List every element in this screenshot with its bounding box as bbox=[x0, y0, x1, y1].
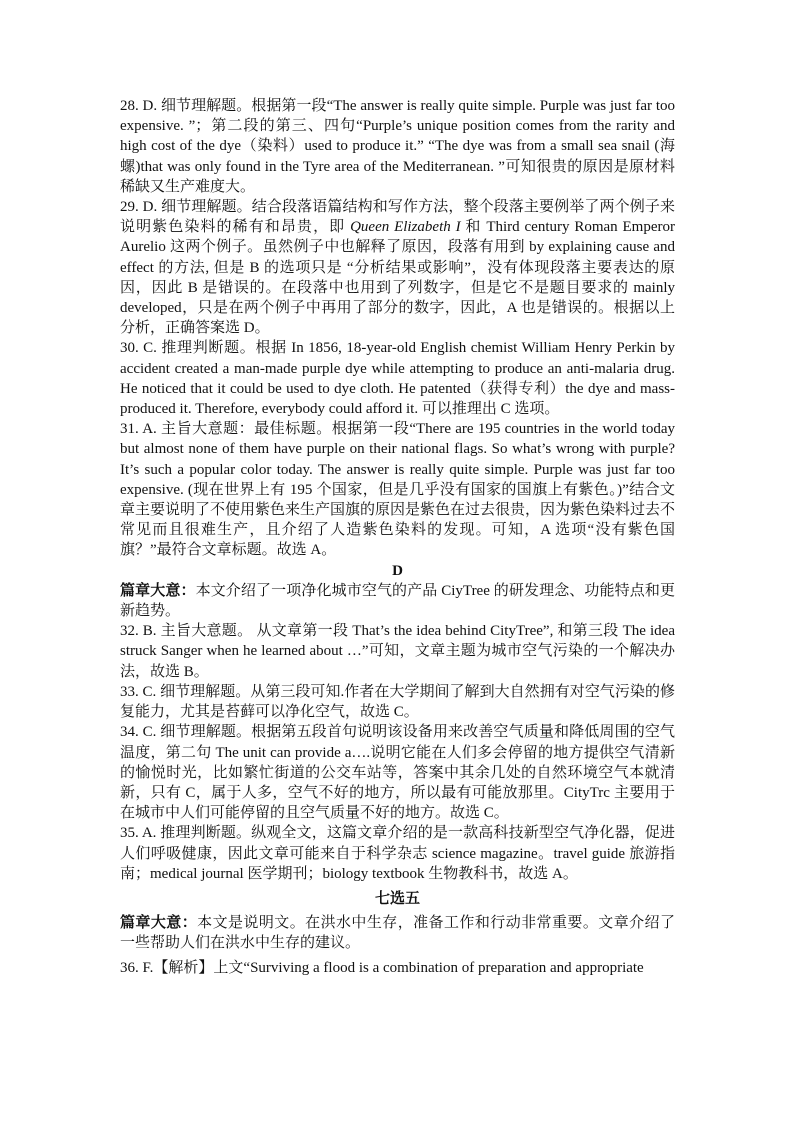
section-d-summary bbox=[120, 581, 675, 621]
answer-28: 28. D. 细节理解题。根据第一段“The answer is really quite simple. Purple was just far too expensive. ”；第二段的第三、四句“Purple’s unique position comes from the rarity and high cost of the dye（染料）used to produce it.” “The dye was from a small sea snail (海螺)that was only found in the Tyre area of the Mediterranean. ”可知很贵的原因是原材料稀缺又生产难度大。 bbox=[120, 98, 675, 195]
section-seven-summary-label: 篇章大意： bbox=[120, 915, 198, 932]
answer-29-rest: 和 Third century Roman Emperor Aurelio 这两个例子。虽然例子中也解释了原因，段落有用到 by explaining cause and effect 的方法, 但是 B 的选项只是 “分析结果或影响”，没有体现段落主要表达的原因，因此 B 是错误的。在段落中也用到了列数字，但是它不是题目要求的 mainly developed，只是在两个例子中再用了部分的数字，因此，A 也是错误的。根据以上分析，正确答案选 D。 bbox=[120, 219, 675, 337]
answer-29 bbox=[120, 197, 675, 338]
answer-36-tag: 【解析】 bbox=[153, 959, 214, 976]
answer-33: 33. C. 细节理解题。从第三段可知.作者在大学期间了解到大自然拥有对空气污染的修复能力，尤其是苔藓可以净化空气，故选 C。 bbox=[120, 683, 675, 721]
answer-35: 35. A. 推理判断题。纵观全文，这篇文章介绍的是一款高科技新型空气净化器，促进人们呼吸健康，因此文章可能来自于科学杂志 science magazine。travel guide 旅游指南；medical journal 医学期刊；biology textbook 生物教科书，故选 A。 bbox=[120, 825, 675, 882]
answer-29-example: Queen Elizabeth I bbox=[350, 219, 461, 236]
answer-32: 32. B. 主旨大意题。 从文章第一段 That’s the idea behind CityTree”, 和第三段 The idea struck Sanger when he learned about …”可知，文章主题为城市空气污染的一个解决办法，故选 B。 bbox=[120, 623, 675, 680]
answer-36 bbox=[120, 958, 675, 978]
section-d-summary-label: 篇章大意： bbox=[120, 582, 196, 599]
answer-key-page bbox=[120, 96, 675, 978]
section-seven-choose-five-heading: 七选五 bbox=[374, 890, 420, 907]
section-seven-summary-text: 本文是说明文。在洪水中生存，准备工作和行动非常重要。文章介绍了一些帮助人们在洪水中生存的建议。 bbox=[120, 915, 675, 952]
answer-29-intro: 29. D. 细节理解题。结合段落语篇结构和写作方法，整个段落主要例举了两个例子来说明紫色染料的稀有和昂贵，即 bbox=[120, 199, 675, 236]
answer-36-number: 36. F. bbox=[120, 959, 154, 976]
answer-36-text: 上文“Surviving a flood is a combination of preparation and appropriate bbox=[213, 959, 644, 976]
answer-30: 30. C. 推理判断题。根据 In 1856, 18-year-old English chemist William Henry Perkin by accident created a man-made purple dye while attempting to produce an anti-malaria drug. He noticed that it could be used to dye cloth. He patented（获得专利）the dye and mass-produced it. Therefore, everybody could afford it. 可以推理出 C 选项。 bbox=[120, 340, 675, 418]
section-d-summary-text: 本文介绍了一项净化城市空气的产品 CiyTree 的研发理念、功能特点和更新趋势。 bbox=[120, 582, 675, 620]
section-seven-summary bbox=[120, 913, 675, 953]
answer-34: 34. C. 细节理解题。根据第五段首句说明该设备用来改善空气质量和降低周围的空气温度，第二句 The unit can provide a….说明它能在人们多会停留的地方提供空气清新的愉悦时光，比如繁忙街道的公交车站等，答案中其余几处的自然环境空气本就清新，只有 C，属于人多，空气不好的地方，所以最有可能放那里。CityTrc 主要用于在城市中人们可能停留的且空气质量不好的地方。故选 C。 bbox=[120, 724, 675, 822]
answer-31: 31. A. 主旨大意题：最佳标题。根据第一段“There are 195 countries in the world today but almost none of them have purple on their national flags. So what’s wrong with purple? It’s such a popular color today. The answer is really quite simple. Purple was just far too expensive. (现在世界上有 195 个国家，但是几乎没有国家的国旗上有紫色。)”结合文章主要说明了不使用紫色来生产国旗的原因是紫色在过去很贵，因为紫色染料过去不常见而且很难生产，且介绍了人造紫色染料的发现。可知，A 选项“没有紫色国旗？”最符合文章标题。故选 A。 bbox=[120, 421, 676, 559]
section-d-heading: D bbox=[392, 562, 403, 579]
